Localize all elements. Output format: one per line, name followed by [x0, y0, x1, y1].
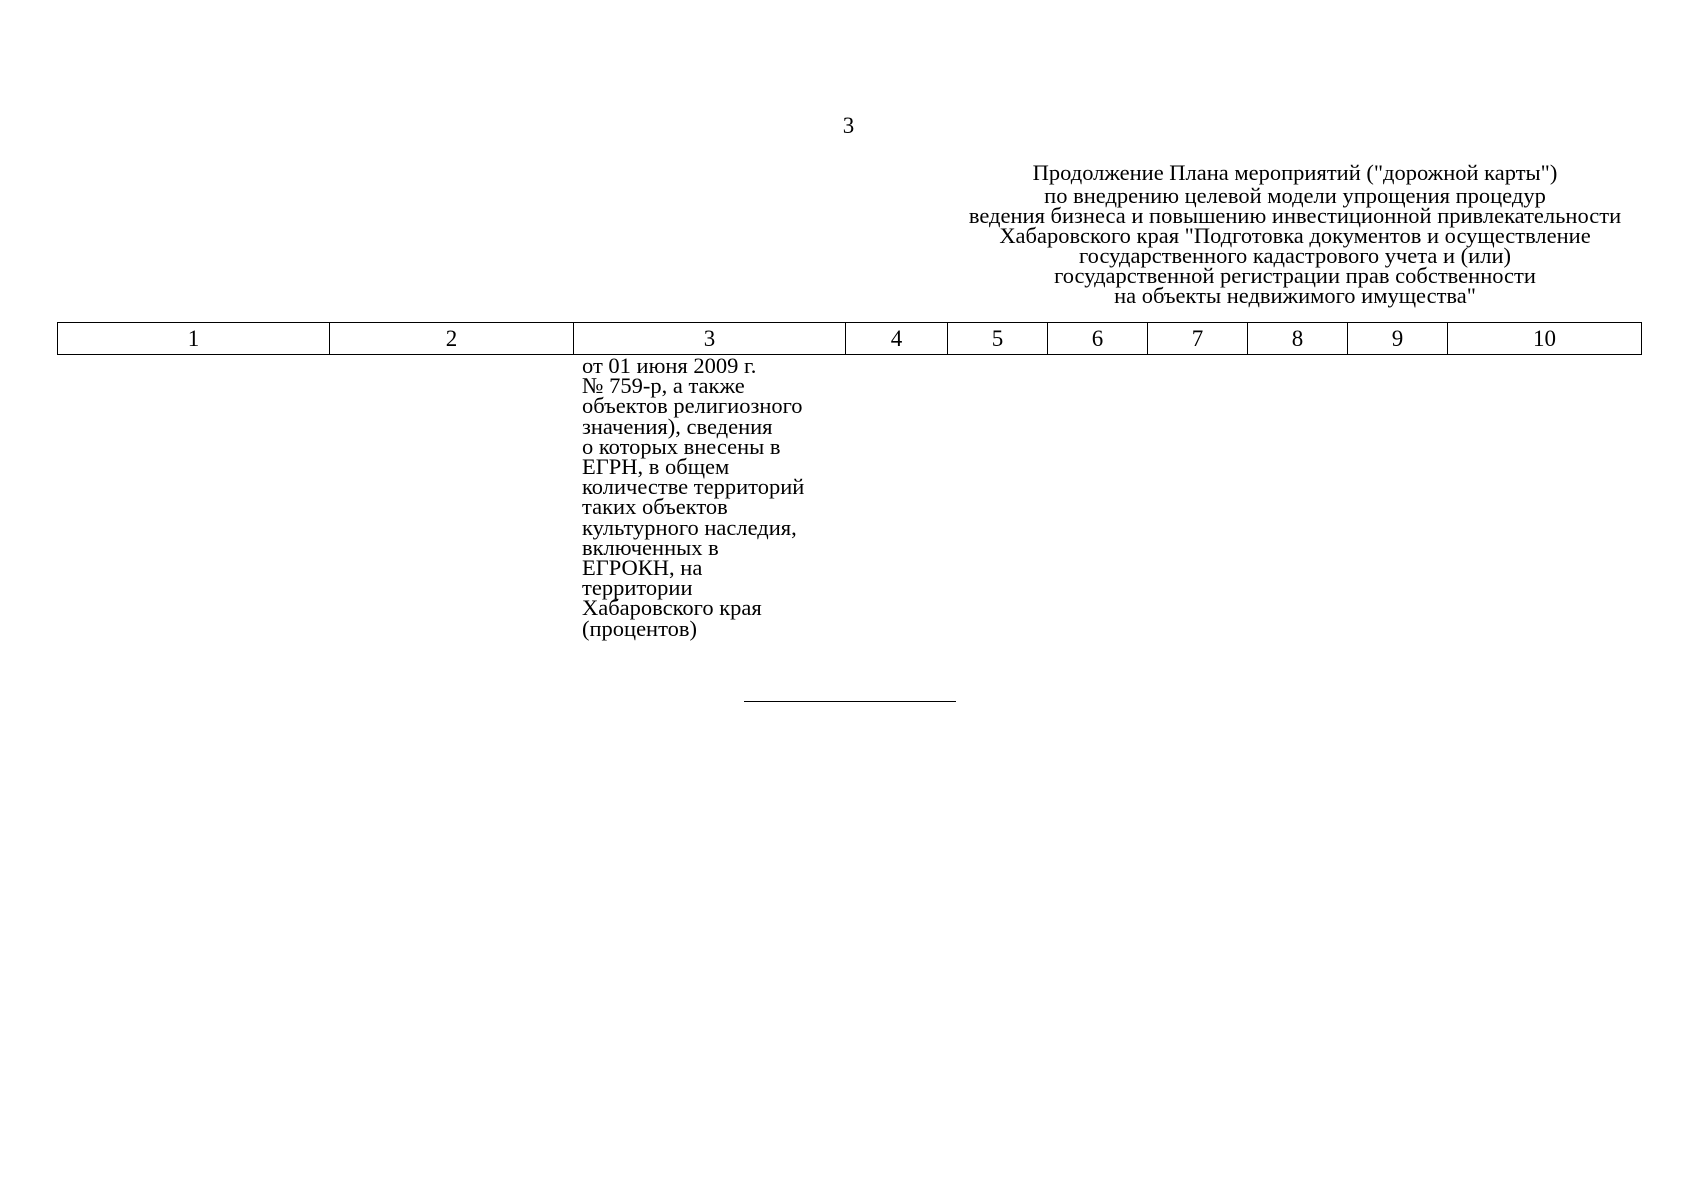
text-line: значения), сведения — [582, 413, 773, 439]
column-number-cell: 3 — [574, 323, 846, 355]
text-line: культурного наследия, — [582, 514, 797, 540]
column-number-table — [57, 322, 1642, 355]
text-line: ЕГРН, в общем — [582, 454, 730, 480]
text-line: количестве территорий — [582, 474, 805, 500]
header-line: государственной регистрации прав собственности — [1054, 263, 1536, 288]
column-number-cell: 7 — [1148, 323, 1248, 355]
text-line: включенных в — [582, 534, 719, 560]
text-line: от 01 июня 2009 г. — [582, 353, 757, 378]
column-number-cell: 2 — [330, 323, 574, 355]
column-number-cell: 10 — [1448, 323, 1642, 355]
text-line: ЕГРОКН, на — [582, 555, 703, 581]
document-end-rule — [744, 701, 956, 702]
column-number-cell: 5 — [948, 323, 1048, 355]
column-number-cell: 4 — [846, 323, 948, 355]
header-line: на объекты недвижимого имущества" — [1114, 283, 1476, 308]
text-line: № 759-р, а также — [582, 373, 745, 399]
header-line: ведения бизнеса и повышению инвестиционной привлекательности — [968, 203, 1622, 228]
text-line: таких объектов — [582, 494, 728, 520]
text-line: Хабаровского края — [582, 595, 762, 621]
column-number-cell: 6 — [1048, 323, 1148, 355]
column-number-cell: 8 — [1248, 323, 1348, 355]
text-line: территории — [582, 575, 693, 601]
column-number-cell: 1 — [58, 323, 330, 355]
column-3-continuation-text — [582, 353, 852, 641]
header-line: Продолжение Плана мероприятий ("дорожной карты") — [1032, 160, 1558, 185]
page-number: 3 — [842, 113, 855, 138]
text-line: о которых внесены в — [582, 433, 781, 459]
header-line: по внедрению целевой модели упрощения процедур — [1044, 183, 1546, 208]
text-line: (процентов) — [582, 615, 698, 641]
header-line: Хабаровского края "Подготовка документов и осуществление — [999, 223, 1591, 248]
text-line: объектов религиозного — [582, 393, 803, 419]
column-number-row — [58, 323, 1642, 355]
header-line: государственного кадастрового учета и (или) — [1079, 243, 1511, 268]
document-header — [935, 160, 1655, 306]
column-number-cell: 9 — [1348, 323, 1448, 355]
